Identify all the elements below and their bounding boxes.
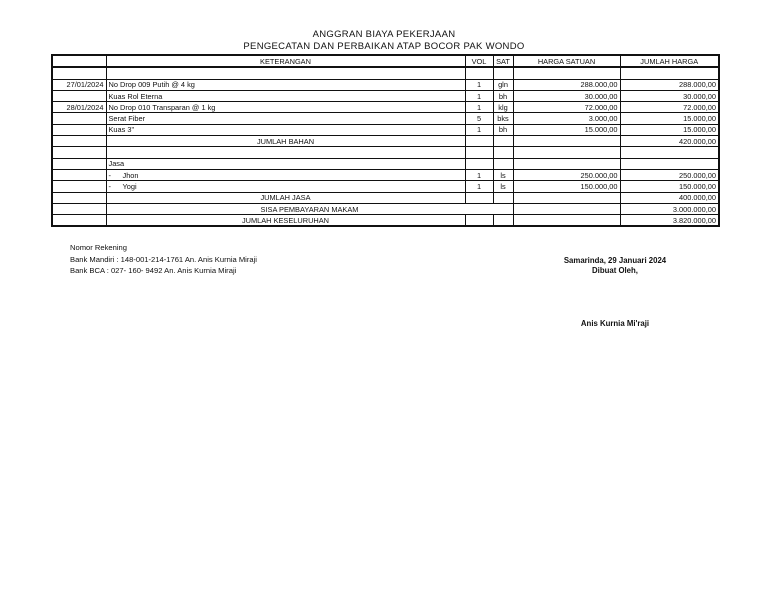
sisa-row [52,203,719,214]
jasa-label: Jasa [106,158,465,169]
header-sat: SAT [493,55,513,67]
total-value: 3.820.000,00 [620,215,719,227]
table-row [52,79,719,90]
row-harga: 15.000,00 [513,124,620,135]
table-row [52,90,719,101]
worker-name: Yogi [122,181,137,191]
row-jumlah: 15.000,00 [620,124,719,135]
signature-name: Anis Kurnia Mi'raji [580,319,650,328]
header-keterangan: KETERANGAN [106,55,465,67]
row-date [52,90,106,101]
row-date [52,113,106,124]
row-vol: 1 [465,181,493,192]
signature-place-date: Samarinda, 29 Januari 2024 [563,256,667,265]
row-description: Kuas Rol Eterna [106,90,465,101]
subtotal-row-bahan [52,136,719,147]
row-date: 28/01/2024 [52,102,106,113]
header-date [52,55,106,67]
dash-mark: - [108,181,111,191]
jumlah-bahan-label: JUMLAH BAHAN [106,136,465,147]
sisa-label: SISA PEMBAYARAN MAKAM [106,203,513,214]
jumlah-jasa-label: JUMLAH JASA [106,192,465,203]
subtotal-row-jasa [52,192,719,203]
row-jumlah: 150.000,00 [620,181,719,192]
row-description: Kuas 3" [106,124,465,135]
row-harga: 288.000,00 [513,79,620,90]
document-subtitle: PENGECATAN DAN PERBAIKAN ATAP BOCOR PAK WONDO [243,41,525,52]
sisa-value: 3.000.000,00 [620,203,719,214]
row-sat: bh [493,90,513,101]
signature-made-by: Dibuat Oleh, [592,266,638,275]
jasa-header-row [52,158,719,169]
row-vol: 1 [465,90,493,101]
jasa-worker [106,181,465,192]
header-vol: VOL [465,55,493,67]
row-vol: 1 [465,79,493,90]
row-vol: 1 [465,124,493,135]
row-sat: ls [493,181,513,192]
row-jumlah: 250.000,00 [620,169,719,180]
jumlah-jasa-value: 400.000,00 [620,192,719,203]
row-jumlah: 288.000,00 [620,79,719,90]
dash-mark: - [108,170,111,180]
bank-mandiri-line: Bank Mandiri : 148-001-214-1761 An. Anis Kurnia Miraji [70,254,257,264]
spacer-row [52,67,719,79]
spacer-row [52,147,719,158]
row-harga: 3.000,00 [513,113,620,124]
total-row [52,215,719,227]
jasa-worker [106,169,465,180]
row-sat: gln [493,79,513,90]
bank-bca-line: Bank BCA : 027- 160- 9492 An. Anis Kurnia Miraji [70,266,237,275]
row-harga: 72.000,00 [513,102,620,113]
header-jumlah-harga: JUMLAH HARGA [620,55,719,67]
row-vol: 1 [465,169,493,180]
row-vol: 5 [465,113,493,124]
document-title: ANGGRAN BIAYA PEKERJAAN [312,29,456,40]
total-label: JUMLAH KESELURUHAN [106,215,465,227]
row-sat: bks [493,113,513,124]
table-header-row [52,55,719,67]
row-harga: 150.000,00 [513,181,620,192]
row-harga: 30.000,00 [513,90,620,101]
table-row [52,169,719,180]
row-date [52,124,106,135]
row-sat: ls [493,169,513,180]
budget-table [51,54,720,227]
worker-name: Jhon [122,170,139,180]
row-jumlah: 15.000,00 [620,113,719,124]
jumlah-bahan-value: 420.000,00 [620,136,719,147]
row-sat: klg [493,102,513,113]
table-row [52,113,719,124]
row-sat: bh [493,124,513,135]
notes-heading: Nomor Rekening [70,243,127,252]
header-harga-satuan: HARGA SATUAN [513,55,620,67]
table-row [52,102,719,113]
table-row [52,124,719,135]
row-description: Serat Fiber [106,113,465,124]
row-vol: 1 [465,102,493,113]
row-description: No Drop 009 Putih @ 4 kg [106,79,465,90]
row-description: No Drop 010 Transparan @ 1 kg [106,102,465,113]
row-date: 27/01/2024 [52,79,106,90]
row-harga: 250.000,00 [513,169,620,180]
bank-account-notes [70,242,257,277]
row-jumlah: 72.000,00 [620,102,719,113]
table-row [52,181,719,192]
row-jumlah: 30.000,00 [620,90,719,101]
